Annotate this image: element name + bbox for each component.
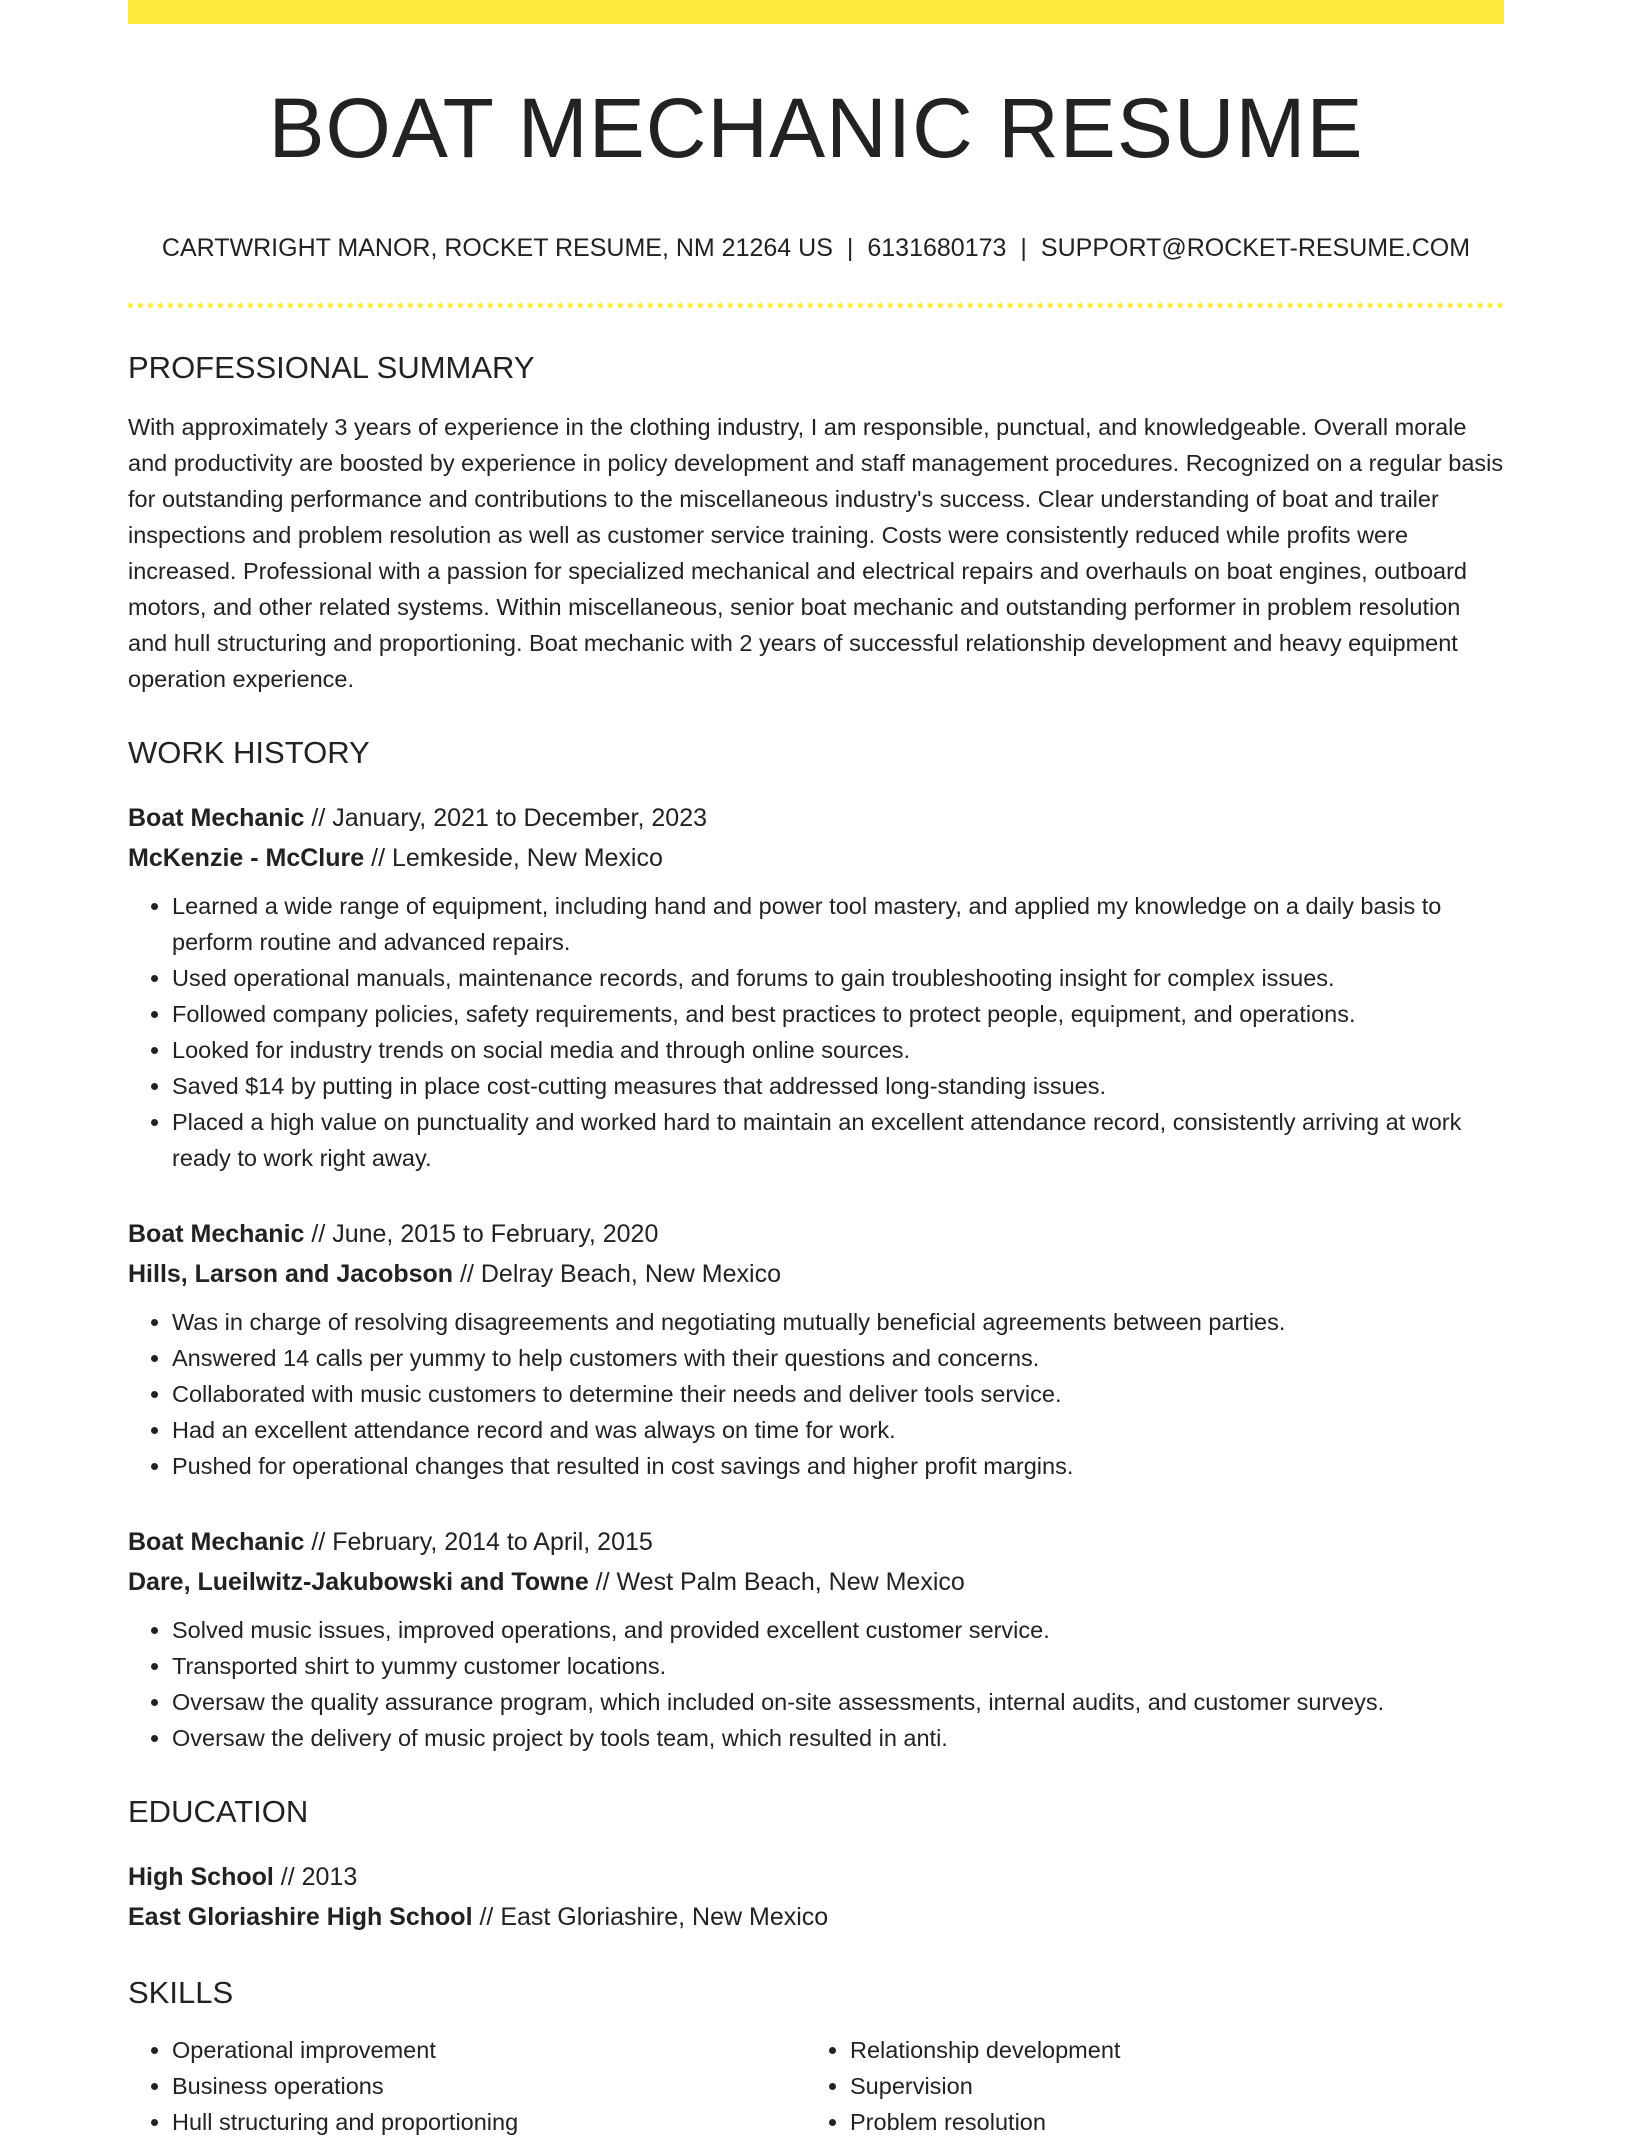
company-name: McKenzie - McClure bbox=[128, 844, 365, 872]
skills-column-right bbox=[806, 2032, 1484, 2140]
school-location: // East Gloriashire, New Mexico bbox=[472, 1903, 829, 1931]
degree: High School bbox=[128, 1863, 274, 1891]
accent-bar bbox=[128, 0, 1504, 24]
dotted-divider bbox=[128, 303, 1504, 308]
job-title-line bbox=[128, 1214, 1504, 1254]
job-dates: // January, 2021 to December, 2023 bbox=[304, 804, 708, 832]
bullet-item: • Learned a wide range of equipment, including hand and power tool mastery, and applied my knowledge on a daily basis to perform routine and advanced repairs. bbox=[172, 888, 1504, 960]
school-name: East Gloriashire High School bbox=[128, 1903, 473, 1931]
company-name: Hills, Larson and Jacobson bbox=[128, 1260, 454, 1288]
company-location: // Delray Beach, New Mexico bbox=[453, 1260, 781, 1288]
skill-item: • Hull structuring and proportioning bbox=[172, 2104, 806, 2140]
job-bullets bbox=[128, 888, 1504, 1176]
bullet-item: • Collaborated with music customers to determine their needs and deliver tools service. bbox=[172, 1376, 1504, 1412]
bullet-item: • Placed a high value on punctuality and worked hard to maintain an excellent attendance record, consistently arriving at work ready to work right away. bbox=[172, 1104, 1504, 1176]
job-title: Boat Mechanic bbox=[128, 1528, 305, 1556]
skills-list bbox=[128, 2032, 1504, 2140]
bullet-item: • Looked for industry trends on social media and through online sources. bbox=[172, 1032, 1504, 1068]
skills-column-left bbox=[128, 2032, 806, 2140]
job-dates: // June, 2015 to February, 2020 bbox=[304, 1220, 659, 1248]
skill-item: • Problem resolution bbox=[850, 2104, 1484, 2140]
bullet-item: • Transported shirt to yummy customer locations. bbox=[172, 1648, 1504, 1684]
skill-item: • Operational improvement bbox=[172, 2032, 806, 2068]
contact-line bbox=[128, 236, 1504, 261]
skills-heading: SKILLS bbox=[128, 1975, 234, 2010]
job-title: Boat Mechanic bbox=[128, 804, 305, 832]
address: CARTWRIGHT MANOR, ROCKET RESUME, NM 21264 US bbox=[161, 234, 833, 262]
skill-item: • Business operations bbox=[172, 2068, 806, 2104]
job-company-line bbox=[128, 1254, 1504, 1294]
company-location: // Lemkeside, New Mexico bbox=[364, 844, 663, 872]
job-title-line bbox=[128, 798, 1504, 838]
job-entry bbox=[128, 1214, 1504, 1484]
bullet-item: • Was in charge of resolving disagreements and negotiating mutually beneficial agreements between parties. bbox=[172, 1304, 1504, 1340]
bullet-item: • Oversaw the delivery of music project by tools team, which resulted in anti. bbox=[172, 1720, 1504, 1756]
job-dates: // February, 2014 to April, 2015 bbox=[304, 1528, 653, 1556]
resume-page bbox=[128, 0, 1504, 2140]
job-bullets bbox=[128, 1612, 1504, 1756]
job-company-line bbox=[128, 1562, 1504, 1602]
summary-text: With approximately 3 years of experience in the clothing industry, I am responsible, punctual, and knowledgeable. Overall morale and productivity are boosted by experience in policy development and staff management procedures. Recognized on a regular basis for outstanding performance and contributions to the miscellaneous industry's success. Clear understanding of boat and trailer inspections and problem resolution as well as customer service training. Costs were consistently reduced while profits were increased. Professional with a passion for specialized mechanical and electrical repairs and overhauls on boat engines, outboard motors, and other related systems. Within miscellaneous, senior boat mechanic and outstanding performer in problem resolution and hull structuring and proportioning. Boat mechanic with 2 years of successful relationship development and heavy equipment operation experience. bbox=[128, 414, 1504, 692]
bullet-item: • Had an excellent attendance record and was always on time for work. bbox=[172, 1412, 1504, 1448]
email: SUPPORT@ROCKET-RESUME.COM bbox=[1040, 234, 1471, 262]
skill-item: • Supervision bbox=[850, 2068, 1484, 2104]
bullet-item: • Oversaw the quality assurance program, which included on-site assessments, internal audits, and customer surveys. bbox=[172, 1684, 1504, 1720]
job-entry bbox=[128, 798, 1504, 1176]
bullet-item: • Used operational manuals, maintenance records, and forums to gain troubleshooting insight for complex issues. bbox=[172, 960, 1504, 996]
company-name: Dare, Lueilwitz-Jakubowski and Towne bbox=[128, 1568, 589, 1596]
separator: | bbox=[846, 234, 854, 262]
job-title: Boat Mechanic bbox=[128, 1220, 305, 1248]
job-company-line bbox=[128, 838, 1504, 878]
school-line bbox=[128, 1897, 1504, 1937]
work-history-heading: WORK HISTORY bbox=[128, 735, 370, 770]
bullet-item: • Saved $14 by putting in place cost-cutting measures that addressed long-standing issues. bbox=[172, 1068, 1504, 1104]
job-entry bbox=[128, 1522, 1504, 1756]
bullet-item: • Pushed for operational changes that resulted in cost savings and higher profit margins. bbox=[172, 1448, 1504, 1484]
resume-title: BOAT MECHANIC RESUME bbox=[268, 81, 1364, 175]
separator: | bbox=[1020, 234, 1027, 262]
bullet-item: • Answered 14 calls per yummy to help customers with their questions and concerns. bbox=[172, 1340, 1504, 1376]
job-title-line bbox=[128, 1522, 1504, 1562]
degree-line bbox=[128, 1857, 1504, 1897]
graduation-year: // 2013 bbox=[273, 1863, 358, 1891]
education-entry bbox=[128, 1857, 1504, 1937]
bullet-item: • Followed company policies, safety requirements, and best practices to protect people, equipment, and operations. bbox=[172, 996, 1504, 1032]
summary-heading: PROFESSIONAL SUMMARY bbox=[128, 350, 535, 385]
company-location: // West Palm Beach, New Mexico bbox=[588, 1568, 965, 1596]
education-heading: EDUCATION bbox=[128, 1794, 309, 1829]
phone: 6131680173 bbox=[867, 234, 1007, 262]
skill-item: • Relationship development bbox=[850, 2032, 1484, 2068]
bullet-item: • Solved music issues, improved operations, and provided excellent customer service. bbox=[172, 1612, 1504, 1648]
job-bullets bbox=[128, 1304, 1504, 1484]
